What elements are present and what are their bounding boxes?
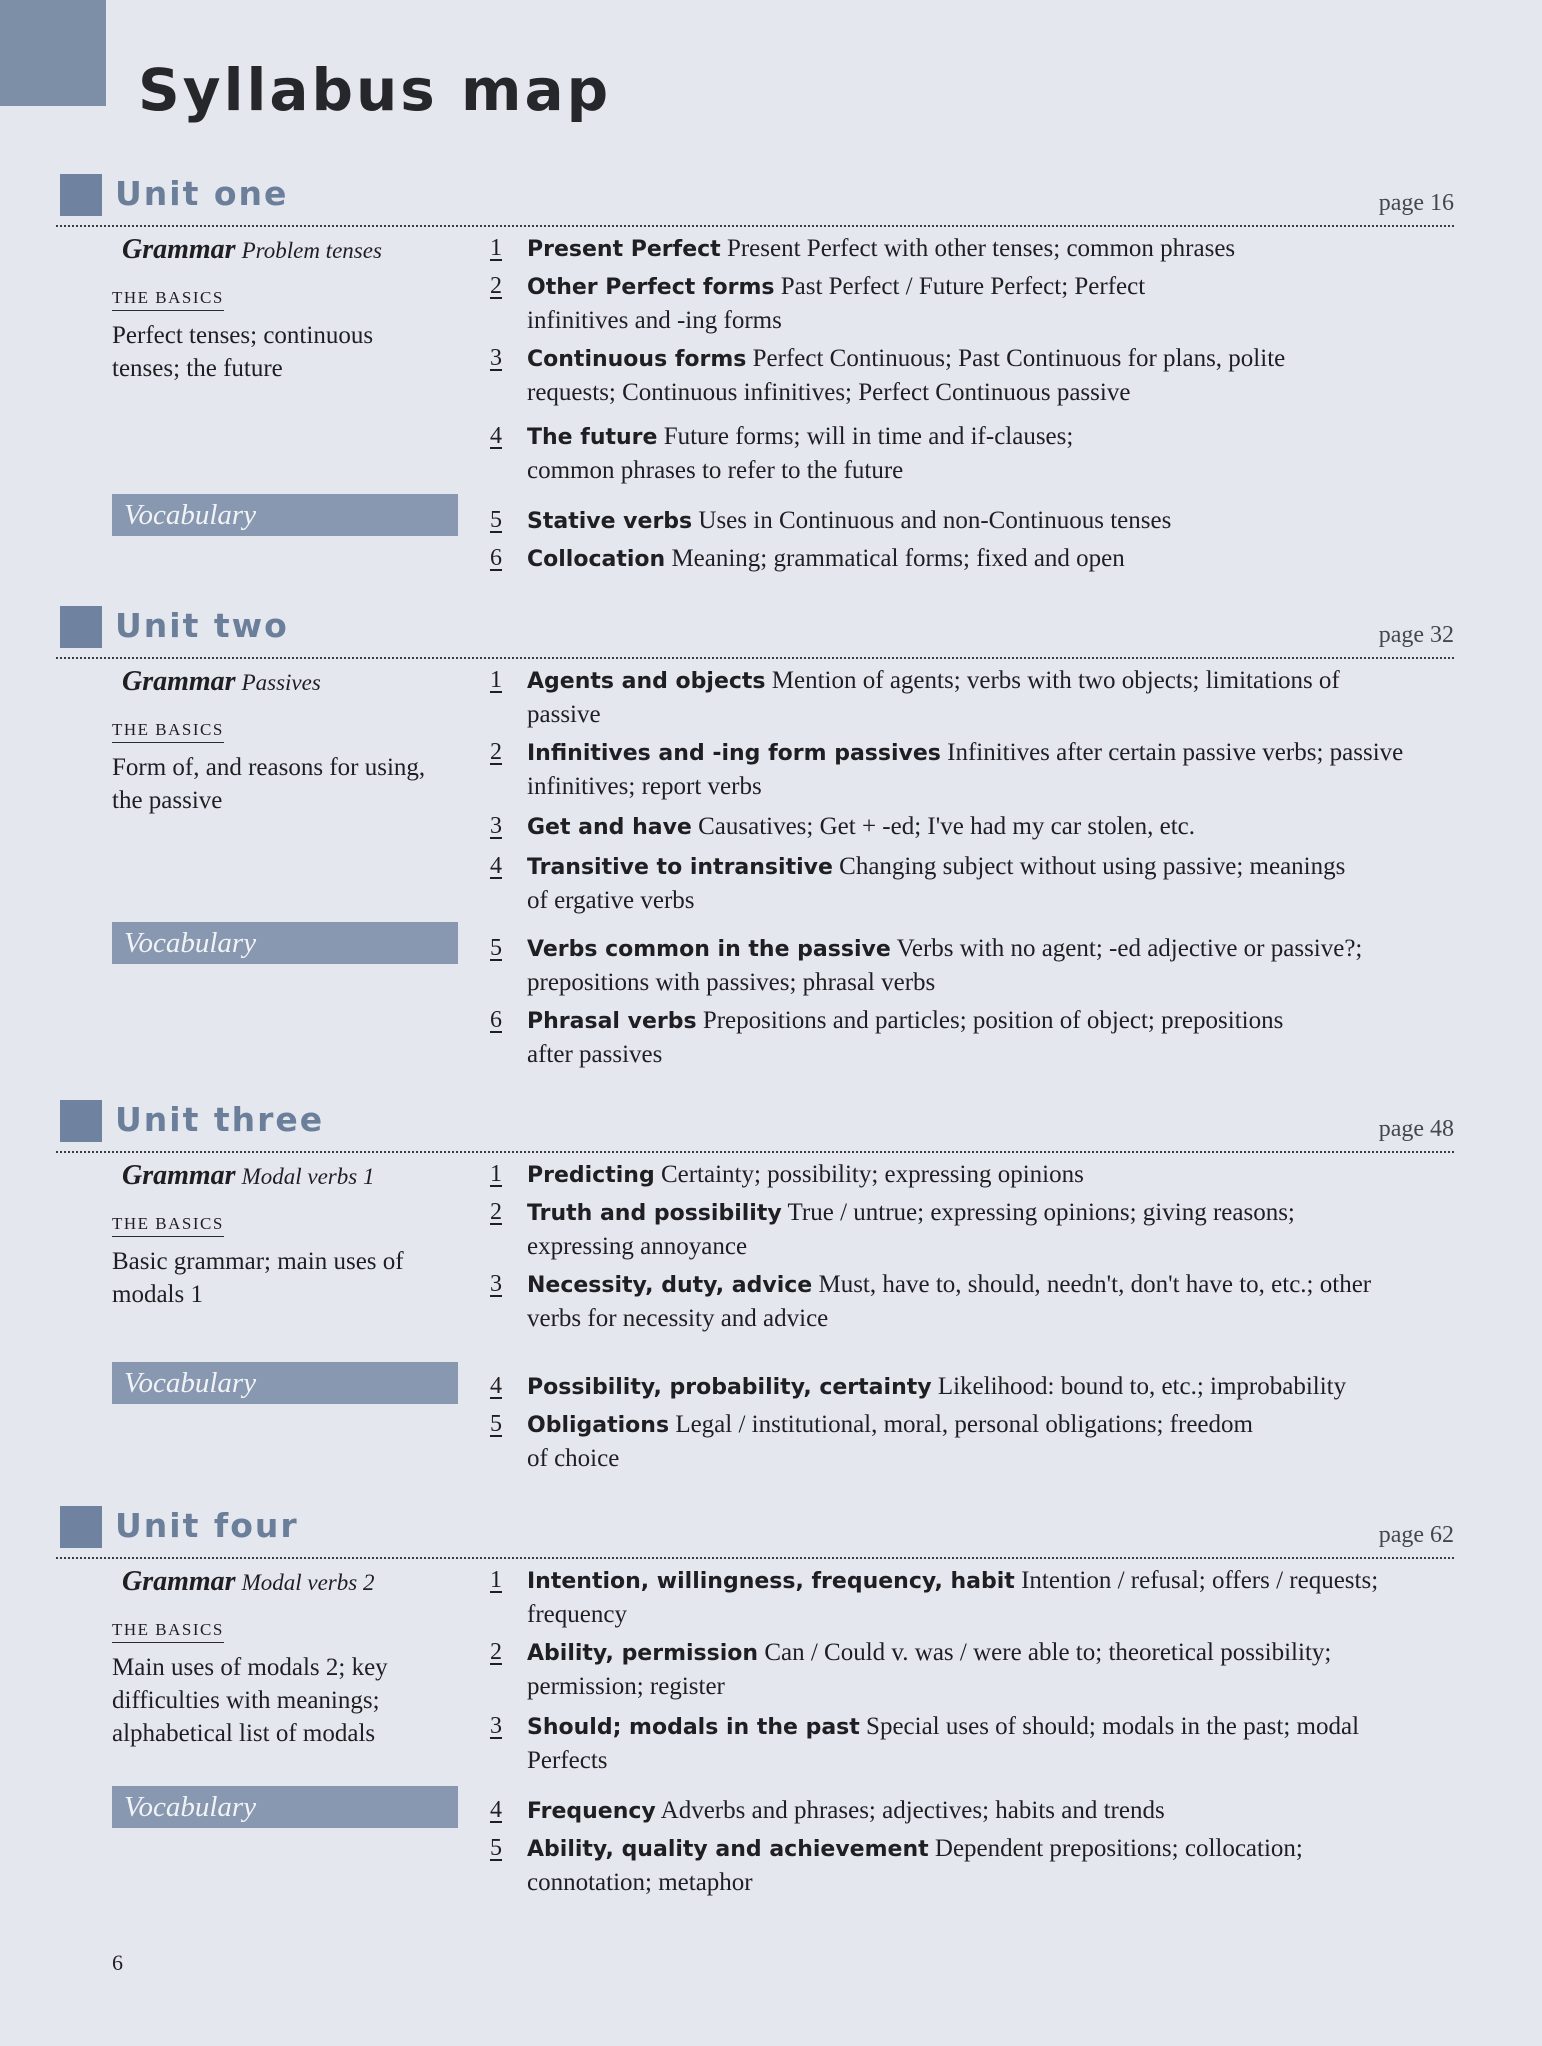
section-text: Future forms; will in time and if-clauses; common phrases to refer to the future [527, 423, 1074, 484]
grammar-topic: Problem tenses [241, 238, 382, 263]
grammar-topic: Modal verbs 1 [241, 1164, 375, 1189]
basics-label: THE BASICS [112, 1620, 224, 1643]
unit-title: Unit two [115, 606, 289, 645]
section-heading: Verbs common in the passive [527, 937, 891, 962]
section-text: Dependent prepositions; collocation; connotation; metaphor [527, 1835, 1303, 1896]
grammar-label: Grammar [122, 234, 236, 265]
section-heading: The future [527, 425, 658, 450]
section-number: 1 [490, 235, 502, 261]
grammar-heading [122, 666, 462, 698]
section-item [490, 1196, 1450, 1263]
section-text: Intention / refusal; offers / requests; frequency [527, 1567, 1379, 1628]
unit-header [0, 606, 1542, 658]
section-item [490, 232, 1450, 266]
section-heading: Present Perfect [527, 237, 721, 262]
unit-page-ref: page 32 [1378, 622, 1454, 648]
section-text: Meaning; grammatical forms; fixed and open [671, 545, 1125, 572]
basics-text: Perfect tenses; continuous tenses; the future [112, 322, 374, 382]
unit-three [0, 1100, 1542, 1472]
dotted-rule [56, 225, 1454, 227]
page-title: Syllabus map [138, 56, 612, 124]
unit-header [0, 1100, 1542, 1152]
unit-page-ref: page 16 [1378, 190, 1454, 216]
basics-text: Form of, and reasons for using, the passive [112, 754, 426, 814]
section-text: Mention of agents; verbs with two objects; limitations of passive [527, 667, 1340, 728]
unit-marker [60, 606, 102, 648]
section-heading: Should; modals in the past [527, 1715, 860, 1740]
section-number: 5 [490, 1411, 502, 1437]
section-number: 4 [490, 1797, 502, 1823]
section-item [490, 1408, 1450, 1475]
section-item [490, 1004, 1450, 1071]
section-text: Likelihood: bound to, etc.; improbability [937, 1373, 1347, 1400]
unit-marker [60, 174, 102, 216]
section-item [490, 1710, 1450, 1777]
section-item [490, 810, 1450, 844]
section-heading: Infinitives and -ing form passives [527, 741, 941, 766]
section-item [490, 504, 1450, 538]
unit-marker [60, 1100, 102, 1142]
section-heading: Ability, quality and achievement [527, 1837, 929, 1862]
section-heading: Possibility, probability, certainty [527, 1375, 932, 1400]
section-number: 5 [490, 1835, 502, 1861]
page-number: 6 [112, 1950, 123, 1975]
grammar-topic: Modal verbs 2 [241, 1570, 375, 1595]
section-number: 5 [490, 935, 502, 961]
section-item [490, 270, 1450, 337]
section-text: Certainty; possibility; expressing opinions [660, 1161, 1084, 1188]
section-heading: Necessity, duty, advice [527, 1273, 813, 1298]
grammar-label: Grammar [122, 1160, 236, 1191]
vocabulary-label: Vocabulary [112, 1362, 458, 1404]
section-number: 3 [490, 813, 502, 839]
basics-label: THE BASICS [112, 1214, 224, 1237]
unit-page-ref: page 62 [1378, 1522, 1454, 1548]
section-text: Legal / institutional, moral, personal obligations; freedom of choice [527, 1411, 1253, 1472]
section-heading: Collocation [527, 547, 666, 572]
grammar-label: Grammar [122, 1566, 236, 1597]
corner-block [0, 0, 106, 106]
section-text: Must, have to, should, needn't, don't have to, etc.; other verbs for necessity and advice [527, 1271, 1372, 1332]
section-item [490, 342, 1450, 409]
section-text: Special uses of should; modals in the past; modal Perfects [527, 1713, 1360, 1774]
section-heading: Stative verbs [527, 509, 693, 534]
unit-left-column [112, 234, 462, 385]
section-text: Can / Could v. was / were able to; theoretical possibility; permission; register [527, 1639, 1332, 1700]
section-item [490, 664, 1450, 731]
unit-left-column [112, 1566, 462, 1750]
section-heading: Intention, willingness, frequency, habit [527, 1569, 1015, 1594]
section-item [490, 542, 1450, 576]
section-item [490, 1370, 1450, 1404]
section-number: 2 [490, 1199, 502, 1225]
dotted-rule [56, 1151, 1454, 1153]
basics-label: THE BASICS [112, 288, 224, 311]
section-item [490, 1832, 1450, 1899]
vocabulary-label: Vocabulary [112, 922, 458, 964]
section-text: Causatives; Get + -ed; I've had my car stolen, etc. [698, 813, 1196, 840]
dotted-rule [56, 657, 1454, 659]
section-text: Prepositions and particles; position of object; prepositions after passives [527, 1007, 1284, 1068]
section-number: 2 [490, 273, 502, 299]
section-heading: Frequency [527, 1799, 656, 1824]
section-text: Perfect Continuous; Past Continuous for plans, polite requests; Continuous infinitives; Perfect Continuous passive [527, 345, 1286, 406]
vocabulary-label: Vocabulary [112, 1786, 458, 1828]
unit-left-column [112, 1160, 462, 1311]
grammar-heading [122, 234, 462, 266]
grammar-heading [122, 1160, 462, 1192]
basics-text: Basic grammar; main uses of modals 1 [112, 1248, 404, 1308]
section-heading: Obligations [527, 1413, 670, 1438]
section-text: True / untrue; expressing opinions; giving reasons; expressing annoyance [527, 1199, 1295, 1260]
section-item [490, 932, 1450, 999]
grammar-label: Grammar [122, 666, 236, 697]
unit-title: Unit one [115, 174, 289, 213]
section-number: 2 [490, 1639, 502, 1665]
unit-left-column [112, 666, 462, 817]
section-number: 4 [490, 1373, 502, 1399]
section-number: 4 [490, 423, 502, 449]
unit-page-ref: page 48 [1378, 1116, 1454, 1142]
section-item [490, 1268, 1450, 1335]
section-number: 3 [490, 1713, 502, 1739]
section-number: 3 [490, 1271, 502, 1297]
section-text: Verbs with no agent; -ed adjective or passive?; prepositions with passives; phrasal verbs [527, 935, 1363, 996]
basics-label: THE BASICS [112, 720, 224, 743]
section-text: Uses in Continuous and non-Continuous tenses [698, 507, 1172, 534]
section-text: Past Perfect / Future Perfect; Perfect infinitives and -ing forms [527, 273, 1146, 334]
section-heading: Truth and possibility [527, 1201, 782, 1226]
section-item [490, 736, 1450, 803]
section-heading: Ability, permission [527, 1641, 759, 1666]
unit-title: Unit three [115, 1100, 325, 1139]
section-number: 1 [490, 1567, 502, 1593]
section-item [490, 1636, 1450, 1703]
unit-header [0, 174, 1542, 226]
section-text: Changing subject without using passive; meanings of ergative verbs [527, 853, 1346, 914]
section-number: 2 [490, 739, 502, 765]
unit-four [0, 1506, 1542, 1896]
unit-one [0, 174, 1542, 572]
vocabulary-label: Vocabulary [112, 494, 458, 536]
section-number: 1 [490, 667, 502, 693]
section-item [490, 1158, 1450, 1192]
unit-title: Unit four [115, 1506, 299, 1545]
section-number: 1 [490, 1161, 502, 1187]
section-heading: Agents and objects [527, 669, 766, 694]
section-heading: Continuous forms [527, 347, 747, 372]
section-text: Adverbs and phrases; adjectives; habits and trends [660, 1797, 1165, 1824]
unit-header [0, 1506, 1542, 1558]
basics-text: Main uses of modals 2; key difficulties with meanings; alphabetical list of modals [112, 1654, 388, 1747]
section-heading: Predicting [527, 1163, 655, 1188]
section-heading: Phrasal verbs [527, 1009, 697, 1034]
section-item [490, 1564, 1450, 1631]
section-text: Infinitives after certain passive verbs; passive infinitives; report verbs [527, 739, 1404, 800]
section-item [490, 1794, 1450, 1828]
section-number: 6 [490, 545, 502, 571]
grammar-heading [122, 1566, 462, 1598]
section-heading: Get and have [527, 815, 692, 840]
section-number: 3 [490, 345, 502, 371]
section-number: 4 [490, 853, 502, 879]
section-number: 6 [490, 1007, 502, 1033]
unit-two [0, 606, 1542, 1068]
section-text: Present Perfect with other tenses; common phrases [726, 235, 1236, 262]
section-number: 5 [490, 507, 502, 533]
dotted-rule [56, 1557, 1454, 1559]
grammar-topic: Passives [241, 670, 321, 695]
section-heading: Other Perfect forms [527, 275, 775, 300]
section-item [490, 850, 1450, 917]
unit-marker [60, 1506, 102, 1548]
section-item [490, 420, 1450, 487]
section-heading: Transitive to intransitive [527, 855, 833, 880]
